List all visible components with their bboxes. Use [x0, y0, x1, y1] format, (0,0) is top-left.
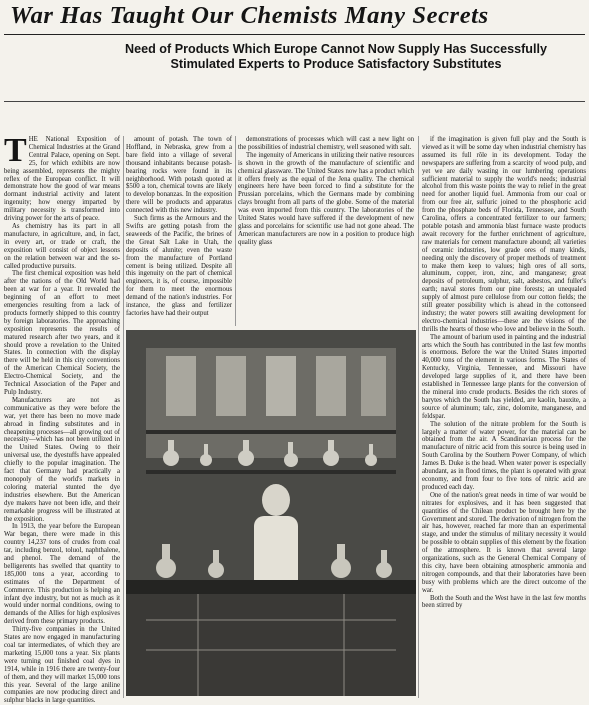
- paragraph: Manufacturers are not as communicative as they were before the war, yet there has been no move made abroad in finding substitutes and in cheapening processes—all growing out of necessity—which has not been utilized in the United States. Owing to their universal use, the dyestuffs have appealed chiefly to the popular imagination. The fact that Germany had practically a monopoly of the world's markets in coloring material stunted the dye industries elsewhere. But the American dye makers have not been idle, and their remarkable progress will be illustrated at the exposition.: [4, 396, 120, 523]
- column-4: [422, 136, 586, 698]
- laboratory-photo: [126, 330, 416, 696]
- paragraph: The first chemical exposition was held after the nations of the Old World had been at war for a year. It revealed the beginning of an effort to meet emergencies resulting from a lack of products formerly shipped to this country by foreign laboratories. The approaching exposition represents the results of matured research after two years, and it should prove a revelation to the United States. In connection with the display there will be held in this city conventions of the American Chemical Society, the Electro-Chemical Society, and the Technical Association of the Paper and Pulp Industry.: [4, 270, 120, 396]
- paragraph: The ingenuity of Americans in utilizing their native resources is shown in the growth of the manufacture of scientific and chemical glassware. The United States now has a product which it offers freely as the equal of the Jena quality. The chemical engineers here have been forced to find a substitute for the Prussian porcelains, which the Germans made by combining clays brought from all parts of the globe. Some of the material was even imported from this country. The laboratories of the United States would have suffered if the development of new glass and porcelains for scientific use had not gone ahead. The American manufacturers are now in a position to produce high quality glass: [238, 151, 414, 246]
- column-1: [4, 132, 120, 705]
- column-divider: [123, 136, 124, 698]
- column-3: [238, 136, 414, 326]
- paragraph: if the imagination is given full play and the South is viewed as it will be some day when industrial chemistry has assumed its full rôle in its development. Today the newspapers are suffering from a scarcity of wood pulp, and yet we are daily wasting in our lumbering operations sufficient material to supply the world's needs; industrial alcohol from this waste points the way to relief in the great need for another liquid fuel. Ammonia from our coal or from our free air, sulfuric joined to the phosphoric acid from the phosphate beds of Florida, Tennessee, and South Carolina, offers a concentrated fertilizer to our farmers; potable potash and ammonia blast furnace waste products await recovery for the further enrichment of agriculture, raw materials for cement manufacture abound; all varieties of ceramic industries, low grade ores of many kinds, needing only the discovery of proper methods of treatment to make them keep to values; high ores of all sorts, aluminum, copper, iron, zinc, and manganese; great deposits of petroleum, sulphur, salt, asbestos, and fuller's earth; naval stores from our pine forests; an unequaled supply of almost pure cellulose from our cotton fields; the still greater possibility which is ahead in the cottonseed industry; the water powers still awaiting development for electro-chemical industries—these are the visions of the thrills the hearts of those who love and believe in the South.: [422, 136, 586, 333]
- subheadline-rule: [4, 101, 585, 102]
- drop-cap: T: [4, 132, 27, 169]
- laboratory-illustration: [126, 330, 416, 696]
- paragraph: amount of potash. The town of Hoffland, in Nebraska, grew from a bare field into a village of several thousand inhabitants because potash-bearing rocks were found in its neighborhood. With potash quoted at $500 a ton, chemical towns are likely to develop bonanzas. In the exposition there will be products and apparatus connected with this new industry.: [126, 136, 232, 215]
- paragraph: As chemistry has its part in all manufacture, in agriculture, and, in fact, in every art, or trade or craft, the exposition will consist of object lessons on the relation between war and the so-called productive pursuits.: [4, 222, 120, 270]
- column-2: [126, 136, 232, 326]
- paragraph: demonstrations of processes which will cast a new light on the possibilities of industrial chemistry, well seasoned with salt.: [238, 136, 414, 151]
- paragraph: One of the nation's great needs in time of war would be nitrates for explosives, and it has been suggested that quantities of the Chilean product be brought here by the Government and stored. The derivation of nitrogen from the air has, however, reached far more than an experimental stage, and under the stimulus of military necessity it would be possible to obtain supplies of this element by the fixation of the atmosphere. It is known that several large organizations, such as the General Chemical Company of this city, have been obtaining atmospheric ammonia and nitrogen compounds, and that their laboratories have been busy with problems which are the direct outcome of the war.: [422, 491, 586, 594]
- subheadline: Need of Products Which Europe Cannot Now Supply Has Successfully Stimulated Experts to Produce Satisfactory Substitutes: [125, 42, 547, 71]
- headline-rule: [4, 34, 585, 35]
- paragraph: The solution of the nitrate problem for the South is largely a matter of water power, for the material can be obtained from the air. A Scandinavian process for the manufacture of nitric acid from this source is being used in South Carolina by the Southern Power Company, of which James B. Duke is the head. When water power is especially abundant, as in flood times, the plant is operated with great economy, and from four to five tons of nitric acid are produced each day.: [422, 420, 586, 491]
- paragraph: The amount of barium used in painting and the industrial arts which the South has contributed in the last few months is enormous. Before the war the United States imported 40,000 tons of the element in various forms. The States of Kentucky, Virginia, Tennessee, and Missouri have developed large supplies of it, and there have been established in Tennessee large plants for the conversion of the mineral into crude products. Besides the rich stores of barytes which the South has yielded, are kaolin, bauxite, a source of aluminum; talc, zinc, dolomite, manganese, and feldspar.: [422, 333, 586, 420]
- paragraph: Such firms as the Armours and the Swifts are getting potash from the seaweeds of the Pacific, the brines of the Great Salt Lake in Utah, the deposits of alunite; even the waste from the manufacture of Portland cement is being utilized. Despite all this ingenuity on the part of chemical engineers, it is, of course, impossible for them to meet the enormous demand of the nation's industries. For instance, the glass and fertilizer factories have had their output: [126, 215, 232, 317]
- paragraph: In 1913, the year before the European War began, there were made in this country 14,237 tons of crudes from coal tar, including benzol, toluol, naphthalene, and phenol. The demand of the belligerents has swelled that quantity to 185,000 tons a year, according to estimates of the Department of Commerce. This production is helping an infant dye industry, but not as much as it would under normal conditions, owing to demands of the Allies for high explosives derived from these primary products.: [4, 523, 120, 626]
- headline: War Has Taught Our Chemists Many Secrets: [10, 2, 489, 29]
- paragraph: Both the South and the West have in the last few months been stirred by: [422, 594, 586, 610]
- column-divider: [418, 136, 419, 698]
- paragraph: [4, 132, 120, 223]
- column-divider: [235, 136, 236, 326]
- paragraph-text: HE National Exposition of Chemical Industries at the Grand Central Palace, opening on Sept. 25, for which exhibits are now being assembled, represents the mighty reflex of the European conflict. It will demonstrate how the good of war means dormant industrial activity and latent ingenuity; how energy imparted by military necessity is transformed into driving power for the arts of peace.: [4, 136, 120, 223]
- paragraph: Thirty-five companies in the United States are now engaged in manufacturing coal tar intermediates, of which they are marketing 15,000 tons a year. Six plants were turning out finished coal dyes in 1914, while in 1916 there are twenty-four of them, and they will market 15,000 tons this year. Several of the large aniline companies are now producing direct and sulphur blacks in large quantities.: [4, 626, 120, 705]
